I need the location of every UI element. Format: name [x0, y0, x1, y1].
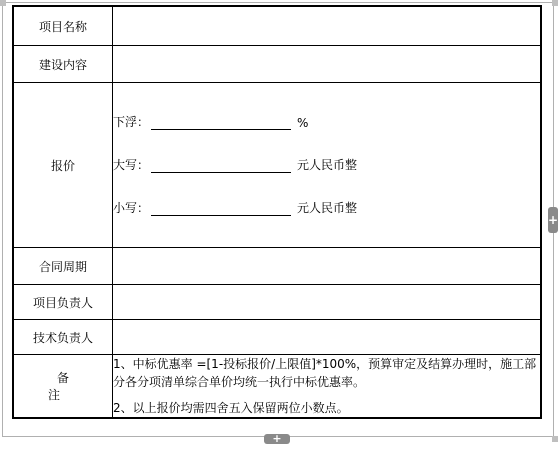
uppercase-unit: 元人民币整: [297, 158, 358, 172]
quote-cell[interactable]: [113, 83, 542, 248]
discount-blank[interactable]: [151, 117, 291, 130]
project-name-label: 项目名称: [13, 6, 113, 46]
uppercase-blank[interactable]: [151, 160, 291, 173]
construction-content-label: 建设内容: [13, 46, 113, 83]
table-row: [13, 285, 541, 320]
project-lead-cell[interactable]: [113, 285, 542, 320]
lowercase-blank[interactable]: [151, 203, 291, 216]
resize-handle-top-left[interactable]: [0, 0, 6, 6]
table-row: [13, 355, 541, 419]
add-row-plus-icon[interactable]: +: [264, 434, 290, 444]
table-row: [13, 83, 541, 248]
lowercase-amount-line: [113, 200, 540, 216]
table-row: [13, 320, 541, 355]
bid-form-table: [12, 5, 542, 419]
remarks-label: [13, 355, 113, 419]
discount-unit: %: [297, 116, 309, 130]
quote-label: 报价: [13, 83, 113, 248]
lowercase-unit: 元人民币整: [297, 201, 358, 215]
contract-period-label: 合同周期: [13, 248, 113, 285]
tech-lead-label: 技术负责人: [13, 320, 113, 355]
uppercase-label: 大写：: [113, 158, 150, 172]
project-lead-label: 项目负责人: [13, 285, 113, 320]
table-row: [13, 6, 541, 46]
construction-content-cell[interactable]: [113, 46, 542, 83]
add-column-plus-icon[interactable]: +: [548, 207, 558, 233]
resize-handle-top-right[interactable]: [552, 0, 558, 6]
remarks-cell[interactable]: [113, 355, 542, 419]
remarks-label-text: 备 注: [47, 371, 87, 402]
table-row: [13, 46, 541, 83]
remark-line-2: 2、以上报价均需四舍五入保留两位小数点。: [113, 401, 349, 415]
uppercase-amount-line: [113, 157, 540, 173]
discount-label: 下浮：: [113, 115, 150, 129]
discount-line: [113, 114, 540, 130]
table-row: [13, 248, 541, 285]
lowercase-label: 小写：: [113, 201, 150, 215]
tech-lead-cell[interactable]: [113, 320, 542, 355]
resize-handle-bottom-right[interactable]: [552, 436, 558, 442]
contract-period-cell[interactable]: [113, 248, 542, 285]
remark-line-1: 1、中标优惠率 =[1-投标报价/上限值]*100%，预算审定及结算办理时，施工部分各分项清单综合单价均统一执行中标优惠率。: [113, 357, 537, 389]
project-name-cell[interactable]: [113, 6, 542, 46]
